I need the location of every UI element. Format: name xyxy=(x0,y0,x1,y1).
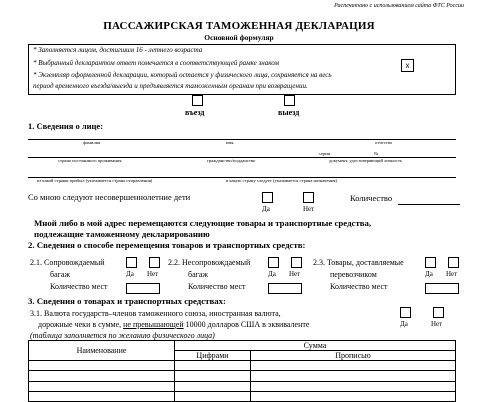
unaccompanied-yes-checkbox[interactable] xyxy=(268,257,279,268)
currency-yes-label: Да xyxy=(400,320,408,328)
currency-line-2-underlined: не превышающей xyxy=(123,320,184,329)
currency-line-2 xyxy=(38,320,309,329)
entry-checkbox[interactable] xyxy=(192,95,203,106)
currency-yes-checkbox[interactable] xyxy=(400,307,411,318)
carrier-goods-label-2: перевозчиком xyxy=(330,270,377,279)
accompanied-label-2: багаж xyxy=(50,270,70,279)
section1-heading: 1. Сведения о лице: xyxy=(28,121,104,131)
currency-line-2-suffix: 10000 долларов США в эквиваленте xyxy=(185,320,310,329)
carrier-count-field[interactable] xyxy=(425,283,459,294)
table-header-name: Наименование xyxy=(29,341,175,361)
goods-statement-line-1: Мной либо в мой адрес перемещаются следующие товары и транспортные средства, xyxy=(34,218,372,228)
unaccompanied-label: 2.2. Несопровождаемый xyxy=(168,258,251,267)
carrier-yes-label: Да xyxy=(425,270,433,278)
minors-yes-checkbox[interactable] xyxy=(262,192,273,203)
goods-statement-line-2: подлежащие таможенному декларированию xyxy=(34,229,210,239)
currency-line-2-prefix: дорожные чеки в сумме, xyxy=(38,320,122,329)
residence-caption: страна постоянного проживания xyxy=(58,158,122,163)
section2-heading: 2. Сведения о способе перемещения товаров и транспортных средств: xyxy=(28,240,306,250)
accompanied-yes-label: Да xyxy=(126,270,134,278)
form-title: ПАССАЖИРСКАЯ ТАМОЖЕННАЯ ДЕКЛАРАЦИЯ xyxy=(103,20,375,32)
accompanied-yes-checkbox[interactable] xyxy=(126,257,137,268)
patronymic-caption: отчество xyxy=(375,140,393,145)
instruction-line-3: * Экземпляр оформленной декларации, который остается у физического лица, сохраняется на весь xyxy=(33,71,332,79)
number-caption: № xyxy=(374,151,379,156)
minors-no-checkbox[interactable] xyxy=(303,192,314,203)
mark-example-box: x xyxy=(401,59,414,72)
instruction-line-4: период временного въезда/выезда и предъявляется таможенным органам при возвращении. xyxy=(33,82,308,90)
instruction-line-2: * Выбранный декларантом ответ помечается в соответствующей рамке знаком xyxy=(33,59,279,67)
carrier-yes-checkbox[interactable] xyxy=(425,257,436,268)
to-country-caption: в какую страну следует (указывается страна назначения) xyxy=(226,178,338,183)
surname-caption: фамилия xyxy=(83,140,101,145)
minors-no-label: Нет xyxy=(303,205,315,213)
from-country-caption: из какой страны прибыл (указывается страна отправления) xyxy=(37,178,153,183)
table-row[interactable] xyxy=(29,381,456,391)
carrier-count-label: Количество мест xyxy=(330,282,388,291)
currency-no-label: Нет xyxy=(431,320,443,328)
carrier-goods-label: 2.3. Товары, доставляемые xyxy=(313,258,404,267)
currency-line-1: 3.1. Валюта государств–членов таможенного союза, иностранная валюта, xyxy=(30,309,281,318)
exit-label: выезд xyxy=(278,108,300,117)
accompanied-no-checkbox[interactable] xyxy=(149,257,160,268)
table-row[interactable] xyxy=(29,371,456,381)
currency-no-checkbox[interactable] xyxy=(433,307,444,318)
unaccompanied-label-2: багаж xyxy=(188,270,208,279)
table-header-sum: Сумма xyxy=(175,341,456,351)
minors-count-label: Количество xyxy=(350,193,393,203)
section3-heading: 3. Сведения о товарах и транспортных средствах: xyxy=(28,296,226,306)
print-source-note: Распечатано с использованием сайта ФТС России xyxy=(334,3,464,9)
minors-count-line[interactable] xyxy=(398,204,460,205)
citizenship-caption: гражданство/подданство xyxy=(207,158,256,163)
instruction-line-1: * Заполняется лицом, достигшим 16 - летнего возраста xyxy=(33,46,203,54)
form-subtitle: Основной формуляр xyxy=(204,33,274,42)
currency-table xyxy=(28,340,456,402)
series-caption: серия xyxy=(319,151,331,156)
entry-label: въезд xyxy=(185,108,205,117)
carrier-no-checkbox[interactable] xyxy=(448,257,459,268)
accompanied-label: 2.1. Сопровождаемый xyxy=(30,258,105,267)
exit-checkbox[interactable] xyxy=(284,95,295,106)
carrier-no-label: Нет xyxy=(446,270,458,278)
instructions-box xyxy=(28,44,456,95)
unaccompanied-no-label: Нет xyxy=(289,270,301,278)
unaccompanied-count-label: Количество мест xyxy=(188,282,246,291)
accompanied-count-label: Количество мест xyxy=(50,282,108,291)
unaccompanied-yes-label: Да xyxy=(268,270,276,278)
unaccompanied-count-field[interactable] xyxy=(268,283,302,294)
minors-yes-label: Да xyxy=(262,205,270,213)
currency-table-note: (таблица заполняется по желанию физического лица) xyxy=(30,331,215,340)
unaccompanied-no-checkbox[interactable] xyxy=(291,257,302,268)
document-caption: документ, удостоверяющий личность xyxy=(329,158,403,163)
table-header-digits: Цифрами xyxy=(175,351,251,361)
accompanied-count-field[interactable] xyxy=(126,283,160,294)
name-caption: имя xyxy=(226,140,234,145)
accompanied-no-label: Нет xyxy=(147,270,159,278)
table-row[interactable] xyxy=(29,361,456,371)
minors-label: Со мною следуют несовершеннолетние дети xyxy=(28,192,191,202)
table-header-words: Прописью xyxy=(251,351,456,361)
